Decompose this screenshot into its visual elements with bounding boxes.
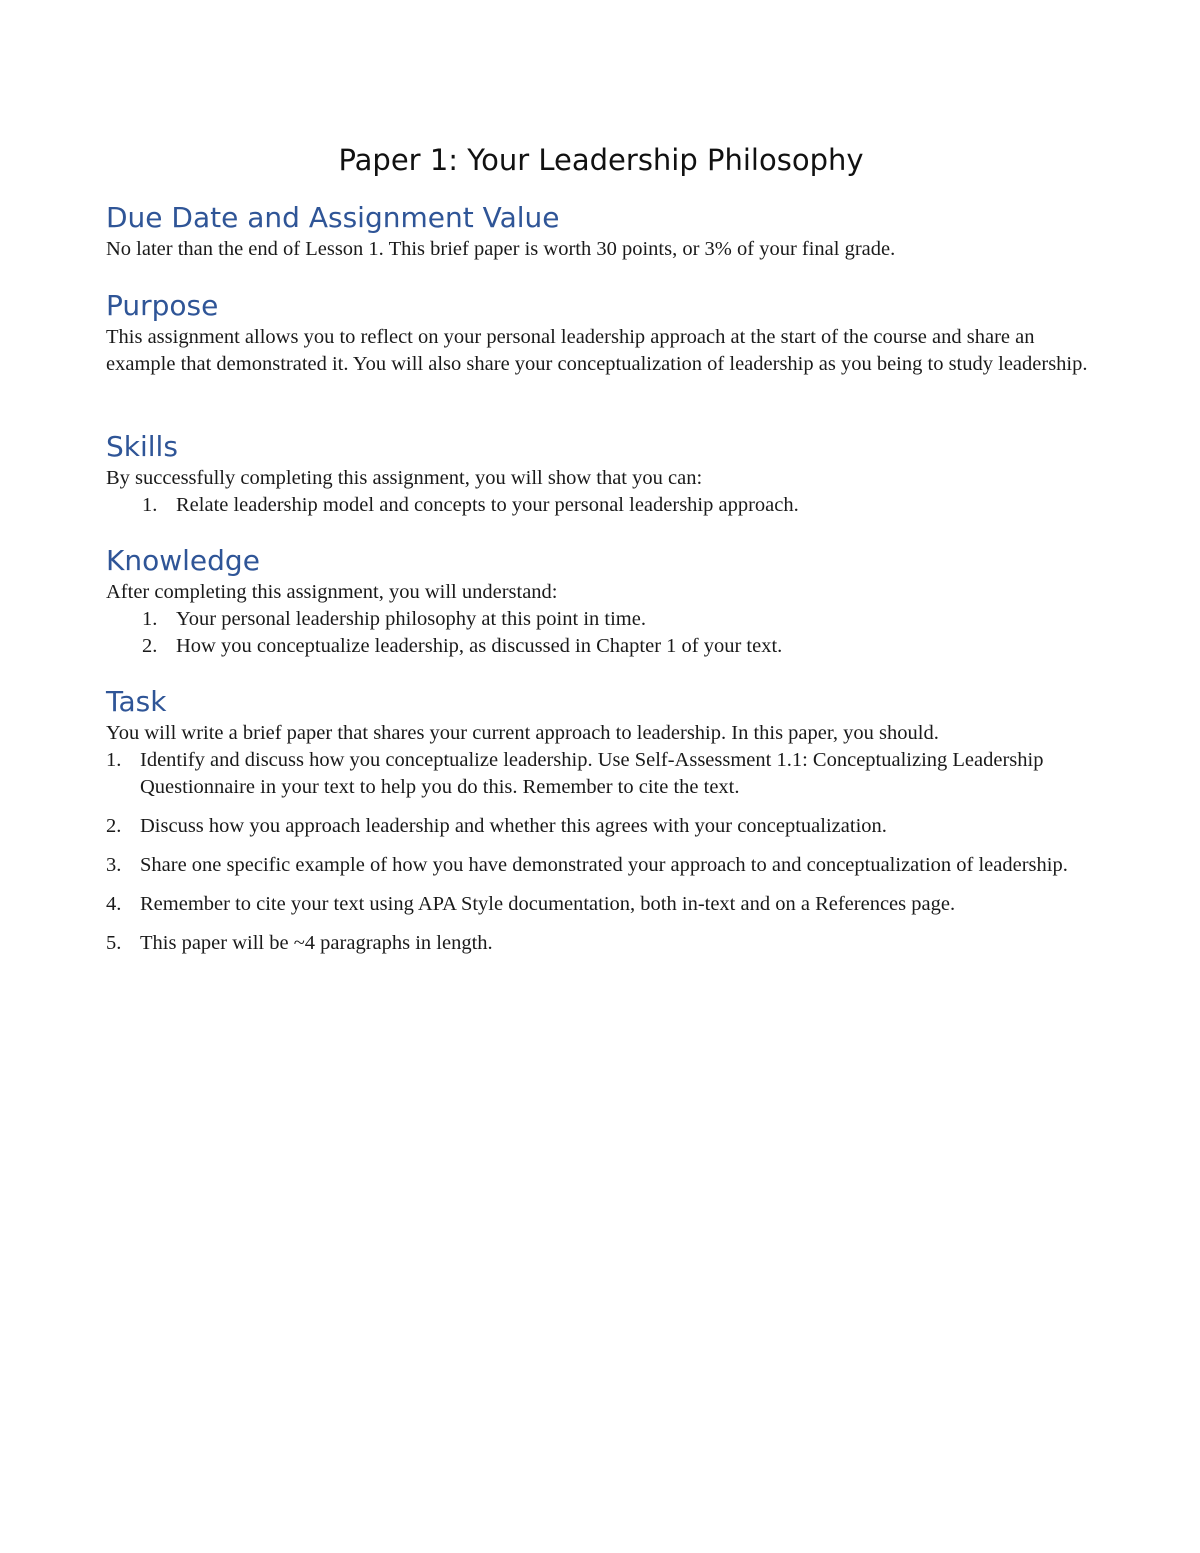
due-date-text: No later than the end of Lesson 1. This brief paper is worth 30 points, or 3% of your final grade. (106, 238, 896, 260)
list-item-text: Relate leadership model and concepts to your personal leadership approach. (176, 494, 799, 516)
section-task (106, 684, 1096, 969)
skills-list (106, 492, 1096, 519)
section-due-date (106, 200, 1096, 263)
knowledge-list (106, 606, 1096, 660)
list-item (106, 747, 1096, 801)
list-number: 2. (106, 815, 122, 837)
purpose-text: This assignment allows you to reflect on your personal leadership approach at the start of the course and share an example that demonstrated it. You will also share your conceptualization of leadership as you being to study leadership. (106, 326, 1088, 375)
section-heading-skills: Skills (106, 430, 178, 463)
list-item-text: Identify and discuss how you conceptualize leadership. Use Self-Assessment 1.1: Conceptualizing Leadership Questionnaire in your text to help you do this. Remember to cite the text. (140, 749, 1044, 798)
section-heading-purpose: Purpose (106, 289, 219, 322)
section-skills (106, 429, 1096, 519)
list-number: 5. (106, 932, 122, 954)
list-item (106, 852, 1096, 879)
list-item-text: Remember to cite your text using APA Style documentation, both in-text and on a References page. (140, 893, 956, 915)
list-number: 3. (106, 854, 122, 876)
list-number: 1. (142, 494, 158, 516)
knowledge-intro: After completing this assignment, you will understand: (106, 581, 558, 603)
section-purpose (106, 288, 1096, 378)
list-number: 1. (142, 608, 158, 630)
list-number: 2. (142, 635, 158, 657)
list-item (106, 633, 1096, 660)
section-heading-due-date: Due Date and Assignment Value (106, 201, 560, 234)
list-item-text: How you conceptualize leadership, as discussed in Chapter 1 of your text. (176, 635, 783, 657)
task-intro: You will write a brief paper that shares your current approach to leadership. In this paper, you should. (106, 722, 939, 744)
task-list (106, 747, 1096, 957)
list-number: 4. (106, 893, 122, 915)
list-item (106, 813, 1096, 840)
skills-intro: By successfully completing this assignment, you will show that you can: (106, 467, 703, 489)
list-item-text: This paper will be ~4 paragraphs in length. (140, 932, 493, 954)
list-number: 1. (106, 749, 122, 771)
section-knowledge (106, 543, 1096, 660)
section-heading-knowledge: Knowledge (106, 544, 260, 577)
list-item-text: Your personal leadership philosophy at this point in time. (176, 608, 646, 630)
list-item (106, 606, 1096, 633)
list-item (106, 891, 1096, 918)
list-item (106, 492, 1096, 519)
list-item-text: Share one specific example of how you have demonstrated your approach to and conceptualization of leadership. (140, 854, 1068, 876)
page-title: Paper 1: Your Leadership Philosophy (338, 143, 864, 177)
list-item-text: Discuss how you approach leadership and whether this agrees with your conceptualization. (140, 815, 887, 837)
section-heading-task: Task (106, 685, 167, 718)
list-item (106, 930, 1096, 957)
